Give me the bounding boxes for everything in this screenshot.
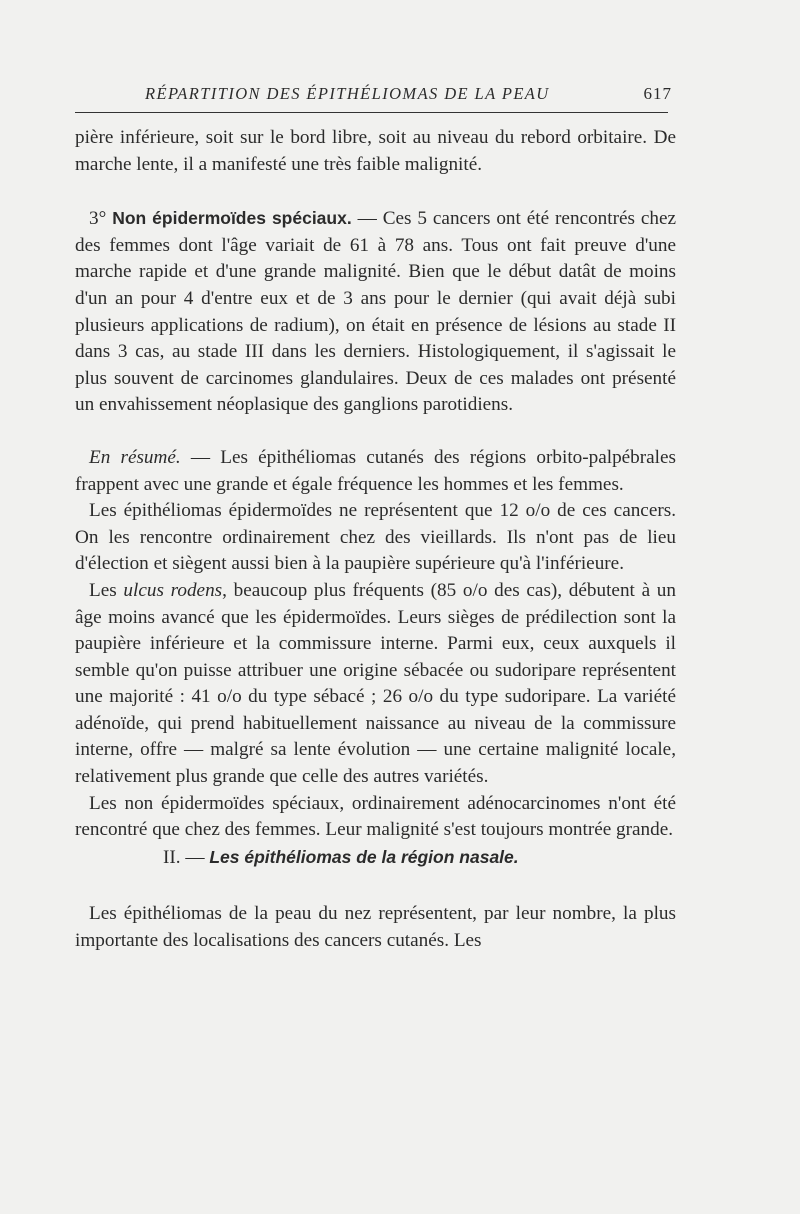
paragraph-text: Les non épidermoïdes spéciaux, ordinairement adénocarcinomes n'ont été rencontré que chez des femmes. Leur malignité s'est toujours montrée grande. — [75, 792, 676, 841]
page-header — [75, 82, 675, 112]
header-rule — [75, 112, 668, 113]
ulcus-rodens-term: ulcus rodens — [123, 579, 223, 601]
paragraph-non-epidermoides — [75, 205, 676, 419]
body-text — [75, 125, 676, 955]
paragraph-nasal-intro — [75, 901, 676, 954]
paragraph-resume — [75, 445, 676, 498]
paragraph-ulcus-rodens — [75, 578, 676, 791]
paragraph-text: , beaucoup plus fréquents (85 o/o des cas), débutent à un âge moins avancé que les épidermoïdes. Leurs sièges de prédilection sont la paupière inférieure et la commissure interne. Parmi eux, ceux auxquels il semble qu'on puisse attribuer une origine sébacée ou sudoripare représentent une majorité : 41 o/o du type sébacé ; 26 o/o du type sudoripare. La variété adénoïde, qui prend habituellement naissance au niveau de la commissure interne, offre — malgré sa lente évolution — une certaine malignité locale, relativement plus grande que celle des autres variétés. — [75, 579, 676, 788]
section-number: II. — — [163, 846, 210, 868]
paragraph-non-epidermoides-summary — [75, 791, 676, 844]
running-title: RÉPARTITION DES ÉPITHÉLIOMAS DE LA PEAU — [145, 84, 550, 103]
resume-lead: En résumé. — [89, 446, 181, 468]
item-number: 3° — [89, 208, 113, 230]
paragraph-text: Les épithéliomas épidermoïdes ne représentent que 12 o/o de ces cancers. On les rencontre ordinairement chez des vieillards. Ils n'ont pas de lieu d'élection et siègent aussi bien à la paupière supérieure qu'à l'inférieure. — [75, 500, 676, 575]
paragraph-text: — Ces 5 cancers ont été rencontrés chez des femmes dont l'âge variait de 61 à 78 ans. Tous ont fait preuve d'une marche rapide et d'une grande malignité. Bien que le début datât de moins d'un an pour 4 d'entre eux et de 3 ans pour le dernier (qui avait déjà subi plusieurs applications de radium), on était en présence de lésions au stade II dans 3 cas, au stade III dans les derniers. Histologiquement, il s'agissait le plus souvent de carcinomes glandulaires. Deux de ces malades ont présenté un envahissement néoplasique des ganglions parotidiens. — [75, 208, 677, 416]
subsection-heading: Non épidermoïdes spéciaux. — [112, 208, 352, 229]
paragraph-epidermoides — [75, 498, 676, 578]
paragraph-text: — Les épithéliomas cutanés des régions orbito-palpébrales frappent avec une grande et égale fréquence les hommes et les femmes. — [75, 446, 676, 495]
paragraph-text: pière inférieure, soit sur le bord libre, soit au niveau du rebord orbitaire. De marche lente, il a manifesté une très faible malignité. — [75, 127, 676, 175]
section-title: Les épithéliomas de la région nasale. — [209, 846, 519, 867]
paragraph-lead: Les — [89, 579, 124, 601]
paragraph-text: Les épithéliomas de la peau du nez représentent, par leur nombre, la plus importante des localisations des cancers cutanés. Les — [75, 903, 676, 952]
paragraph-continuation — [75, 125, 676, 178]
section-heading — [75, 844, 676, 872]
page-number: 617 — [643, 84, 672, 103]
